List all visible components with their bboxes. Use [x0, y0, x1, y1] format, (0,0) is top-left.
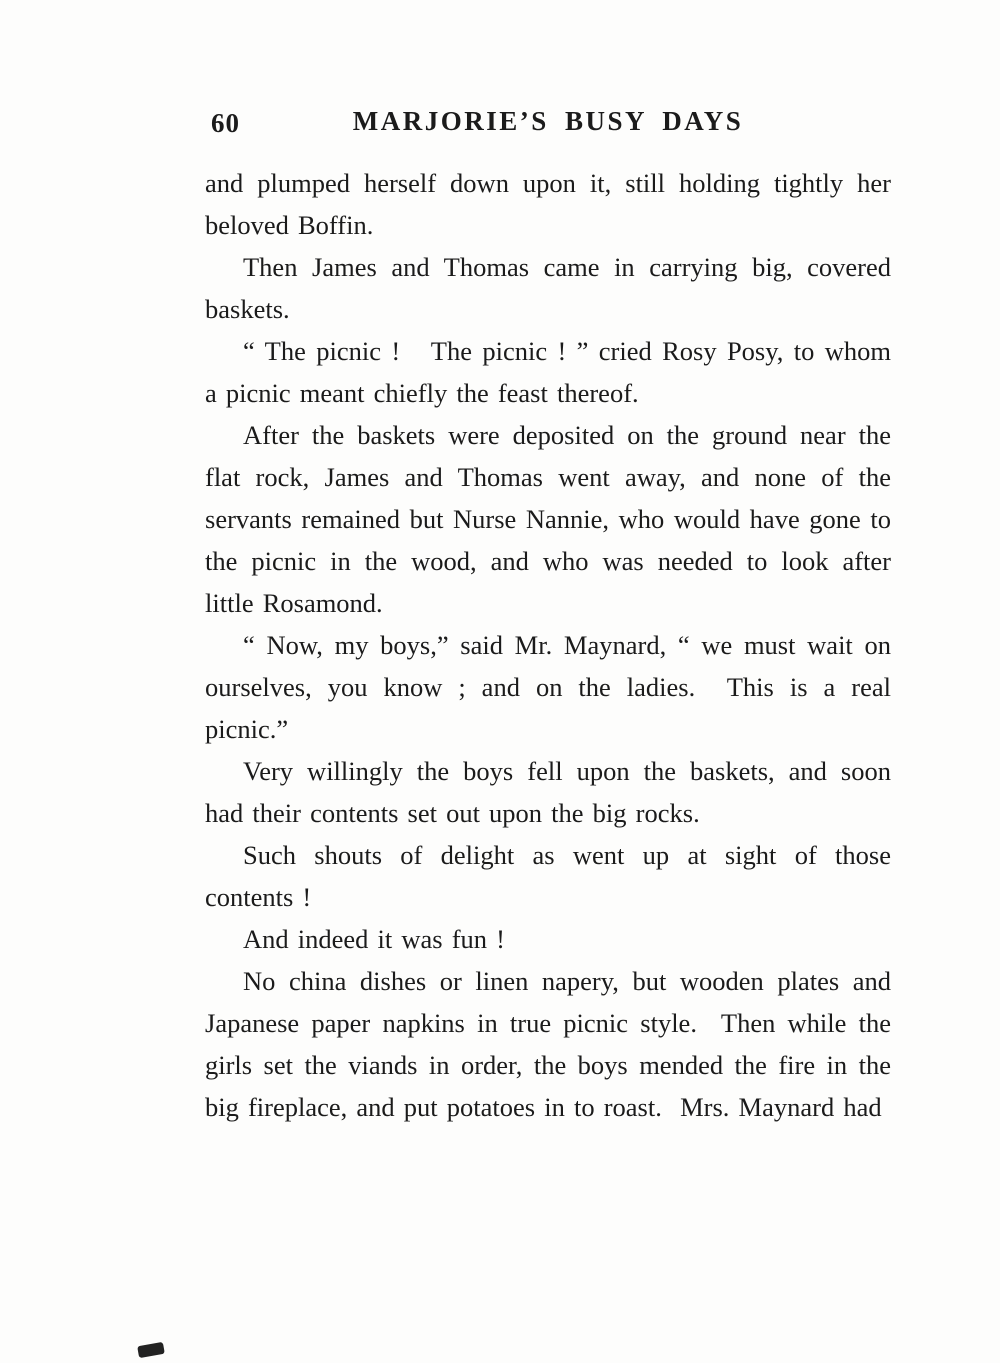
page-number: 60: [211, 108, 240, 138]
paragraph: No china dishes or linen napery, but wooden plates and Japanese paper napkins in true picnic style. Then while the girls set the viands in order, the boys mended the fire in the big fireplace, and put potatoes in to roast. Mrs. Maynard had: [205, 966, 901, 1122]
scan-artifact: [137, 1342, 165, 1358]
paragraph: After the baskets were deposited on the ground near the flat rock, James and Thomas went away, and none of the servants remained but Nurse Nannie, who would have gone to the picnic in the wood, and who was needed to look after little Rosamond.: [205, 420, 901, 618]
paragraph: “ The picnic ! The picnic ! ” cried Rosy Posy, to whom a picnic meant chiefly the feast thereof.: [205, 336, 901, 408]
paragraph: and plumped herself down upon it, still holding tightly her beloved Boffin.: [205, 168, 901, 240]
paragraph: And indeed it was fun !: [243, 924, 505, 954]
paragraph: Very willingly the boys fell upon the baskets, and soon had their contents set out upon the big rocks.: [205, 756, 901, 828]
paragraph: Then James and Thomas came in carrying big, covered baskets.: [205, 252, 901, 324]
paragraph: Such shouts of delight as went up at sight of those contents !: [205, 840, 901, 912]
page-header: [205, 106, 891, 142]
paragraph: “ Now, my boys,” said Mr. Maynard, “ we must wait on ourselves, you know ; and on the ladies. This is a real picnic.”: [205, 630, 901, 744]
running-title: MARJORIE’S BUSY DAYS: [352, 106, 744, 136]
text-block: [205, 162, 901, 1128]
